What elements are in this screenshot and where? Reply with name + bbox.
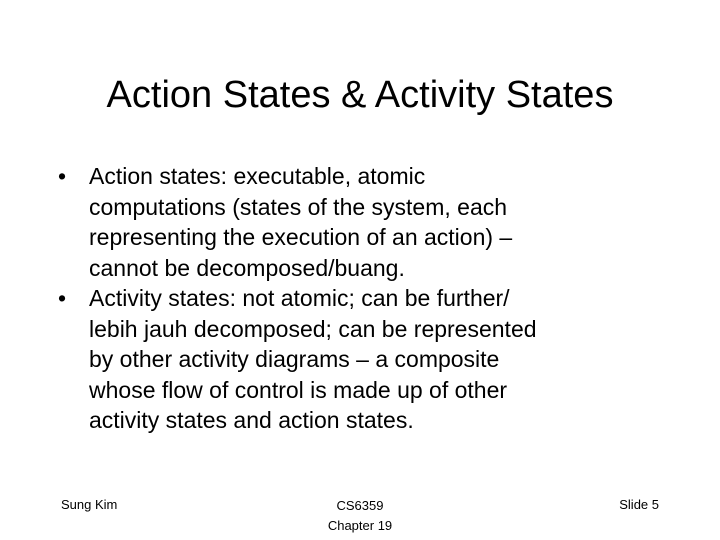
bullet-text-line: computations (states of the system, each <box>89 193 508 220</box>
bullet-text-line: cannot be decomposed/buang. <box>89 254 405 281</box>
footer-slide-number: Slide 5 <box>619 497 659 512</box>
bullet-text-line: Action states: executable, atomic <box>89 163 426 189</box>
bullet-text-line: by other activity diagrams – a composite <box>89 346 500 372</box>
bullet-marker: • <box>58 163 67 189</box>
bullet-list <box>58 161 698 436</box>
bullet-text-line: Activity states: not atomic; can be further/ <box>89 285 510 311</box>
footer-chapter: Chapter 19 <box>327 518 393 533</box>
slide-title: Action States & Activity States <box>106 74 614 116</box>
footer-course-code: CS6359 <box>336 498 384 513</box>
bullet-text-line: activity states and action states. <box>89 407 414 433</box>
bullet-item-activity-states <box>58 283 698 436</box>
footer-course <box>310 496 410 536</box>
bullet-text-line: representing the execution of an action) – <box>89 224 513 250</box>
bullet-text-line: whose flow of control is made up of other <box>89 376 508 403</box>
footer-author: Sung Kim <box>61 497 118 512</box>
bullet-marker: • <box>58 285 67 311</box>
bullet-text-line: lebih jauh decomposed; can be represented <box>89 315 537 342</box>
bullet-item-action-states <box>58 161 698 283</box>
